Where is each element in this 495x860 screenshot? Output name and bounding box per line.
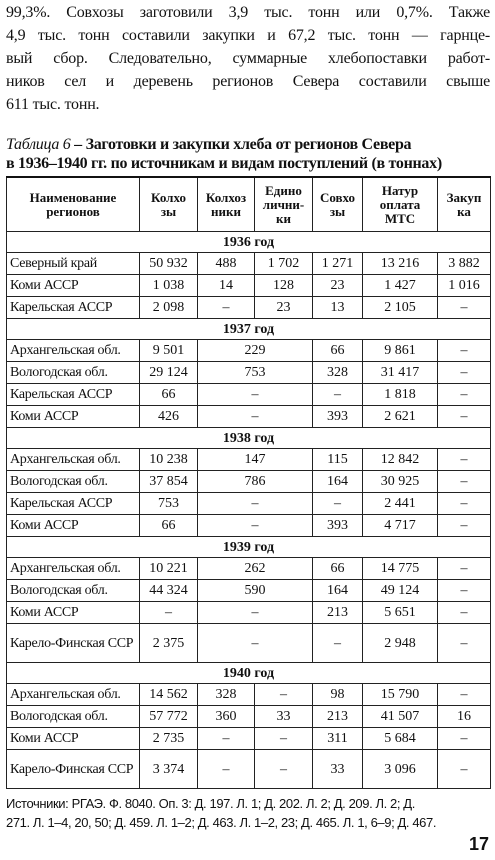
edinolichniki-cell: 33 [255,706,313,728]
zakupka-cell: – [438,362,491,384]
header-kolkhozniki: Колхоз ники [198,177,255,232]
kolkhozy-cell: 1 038 [140,275,198,297]
sources-note [6,794,490,832]
year-label: 1940 год [7,663,491,684]
caption-label: Таблица 6 [6,136,71,153]
kolkhozy-cell: 37 854 [140,471,198,493]
naturoplata-cell: 9 861 [363,340,438,362]
table-row [7,706,491,728]
naturoplata-cell: 30 925 [363,471,438,493]
table-row [7,728,491,750]
year-label: 1937 год [7,319,491,340]
table-row [7,406,491,428]
merged-cell: – [198,384,313,406]
region-name-cell: Вологодская обл. [7,580,140,602]
paragraph-line: 4,9 тыс. тонн составили закупки и 67,2 тыс. тонн — гарнце- [6,27,490,44]
naturoplata-cell: 1 818 [363,384,438,406]
naturoplata-cell: 31 417 [363,362,438,384]
region-name-cell: Вологодская обл. [7,706,140,728]
caption-dash: – [70,136,86,153]
region-name-cell: Коми АССР [7,275,140,297]
region-name-cell: Архангельская обл. [7,684,140,706]
sovkhozy-cell: 164 [313,580,363,602]
kolkhozniki-cell: – [198,297,255,319]
sources-line-2: 271. Л. 1–4, 20, 50; Д. 459. Л. 1–2; Д. 463. Л. 1–2, 23; Д. 465. Л. 1, 6–9; Д. 467. [6,815,437,830]
sovkhozy-cell: 98 [313,684,363,706]
kolkhozy-cell: 2 375 [140,624,198,663]
header-naturoplata: Натур оплата МТС [363,177,438,232]
region-name-cell: Архангельская обл. [7,340,140,362]
kolkhozy-cell: 29 124 [140,362,198,384]
naturoplata-cell: 5 684 [363,728,438,750]
header-region: Наименование регионов [7,177,140,232]
naturoplata-cell: 3 096 [363,750,438,789]
merged-cell: – [198,406,313,428]
zakupka-cell: – [438,580,491,602]
region-name-cell: Карельская АССР [7,493,140,515]
paragraph-line: 611 тыс. тонн. [6,96,100,113]
table-row [7,750,491,789]
sovkhozy-cell: – [313,624,363,663]
kolkhozy-cell: 2 735 [140,728,198,750]
header-zakupka: Закуп ка [438,177,491,232]
merged-cell: – [198,602,313,624]
kolkhozniki-cell: 360 [198,706,255,728]
edinolichniki-cell: – [255,684,313,706]
header-sovkhozy: Совхо зы [313,177,363,232]
zakupka-cell: – [438,558,491,580]
sovkhozy-cell: 1 271 [313,253,363,275]
kolkhozy-cell: 10 238 [140,449,198,471]
zakupka-cell: – [438,493,491,515]
year-row [7,428,491,449]
sovkhozy-cell: 328 [313,362,363,384]
table-row [7,362,491,384]
naturoplata-cell: 12 842 [363,449,438,471]
sovkhozy-cell: 66 [313,558,363,580]
kolkhozy-cell: 426 [140,406,198,428]
table-row [7,471,491,493]
naturoplata-cell: 2 441 [363,493,438,515]
zakupka-cell: – [438,384,491,406]
zakupka-cell: – [438,406,491,428]
sovkhozy-cell: 115 [313,449,363,471]
naturoplata-cell: 2 621 [363,406,438,428]
kolkhozniki-cell: – [198,728,255,750]
region-name-cell: Карельская АССР [7,297,140,319]
kolkhozniki-cell: – [198,750,255,789]
table-row [7,275,491,297]
intro-paragraph [6,0,490,116]
table-row [7,493,491,515]
paragraph-line: вый сбор. Следовательно, суммарные хлебопоставки работ- [6,50,490,67]
kolkhozy-cell: 50 932 [140,253,198,275]
kolkhozy-cell: 66 [140,515,198,537]
table-row [7,297,491,319]
merged-cell: 590 [198,580,313,602]
kolkhozy-cell: 9 501 [140,340,198,362]
kolkhozy-cell: 57 772 [140,706,198,728]
kolkhozy-cell: 10 221 [140,558,198,580]
sovkhozy-cell: 13 [313,297,363,319]
table-body [7,232,491,789]
year-label: 1936 год [7,232,491,253]
zakupka-cell: – [438,340,491,362]
naturoplata-cell: 2 948 [363,624,438,663]
table-row [7,384,491,406]
zakupka-cell: – [438,515,491,537]
kolkhozniki-cell: 488 [198,253,255,275]
edinolichniki-cell: 128 [255,275,313,297]
kolkhozy-cell: 66 [140,384,198,406]
edinolichniki-cell: 23 [255,297,313,319]
sovkhozy-cell: 164 [313,471,363,493]
zakupka-cell: – [438,728,491,750]
table-header-row [7,177,491,232]
zakupka-cell: – [438,471,491,493]
header-kolkhozy: Колхо зы [140,177,198,232]
sovkhozy-cell: 393 [313,515,363,537]
kolkhozy-cell: 753 [140,493,198,515]
year-row [7,537,491,558]
zakupka-cell: – [438,449,491,471]
caption-title-line-2: в 1936–1940 гг. по источникам и видам поступлений (в тоннах) [6,155,442,172]
region-name-cell: Коми АССР [7,515,140,537]
merged-cell: 262 [198,558,313,580]
paragraph-line: ников сел и деревень регионов Севера составили свыше [6,73,490,90]
naturoplata-cell: 2 105 [363,297,438,319]
year-label: 1939 год [7,537,491,558]
region-name-cell: Архангельская обл. [7,558,140,580]
region-name-cell: Коми АССР [7,406,140,428]
table-row [7,624,491,663]
sovkhozy-cell: 213 [313,706,363,728]
region-name-cell: Архангельская обл. [7,449,140,471]
table-caption [6,135,490,173]
edinolichniki-cell: 1 702 [255,253,313,275]
table-row [7,340,491,362]
naturoplata-cell: 13 216 [363,253,438,275]
sovkhozy-cell: 393 [313,406,363,428]
year-row [7,232,491,253]
paragraph-line: 99,3%. Совхозы заготовили 3,9 тыс. тонн или 0,7%. Также [6,4,490,21]
naturoplata-cell: 4 717 [363,515,438,537]
region-name-cell: Вологодская обл. [7,471,140,493]
region-name-cell: Коми АССР [7,728,140,750]
region-name-cell: Северный край [7,253,140,275]
kolkhozy-cell: 44 324 [140,580,198,602]
merged-cell: 229 [198,340,313,362]
sovkhozy-cell: 33 [313,750,363,789]
sovkhozy-cell: 66 [313,340,363,362]
table-row [7,684,491,706]
region-name-cell: Карело-Финская ССР [7,624,140,663]
header-edinolichniki: Едино лични- ки [255,177,313,232]
grain-procurement-table [6,176,491,789]
region-name-cell: Карело-Финская ССР [7,750,140,789]
region-name-cell: Коми АССР [7,602,140,624]
edinolichniki-cell: – [255,750,313,789]
naturoplata-cell: 49 124 [363,580,438,602]
sovkhozy-cell: 213 [313,602,363,624]
book-page [6,0,490,832]
table-row [7,558,491,580]
merged-cell: 786 [198,471,313,493]
kolkhozy-cell: – [140,602,198,624]
kolkhozy-cell: 14 562 [140,684,198,706]
region-name-cell: Карельская АССР [7,384,140,406]
sovkhozy-cell: 23 [313,275,363,297]
zakupka-cell: – [438,602,491,624]
merged-cell: – [198,515,313,537]
year-label: 1938 год [7,428,491,449]
zakupka-cell: 16 [438,706,491,728]
table-row [7,253,491,275]
sovkhozy-cell: – [313,384,363,406]
zakupka-cell: – [438,297,491,319]
kolkhozniki-cell: 14 [198,275,255,297]
sovkhozy-cell: 311 [313,728,363,750]
edinolichniki-cell: – [255,728,313,750]
naturoplata-cell: 5 651 [363,602,438,624]
region-name-cell: Вологодская обл. [7,362,140,384]
naturoplata-cell: 14 775 [363,558,438,580]
kolkhozy-cell: 2 098 [140,297,198,319]
sources-line-1: Источники: РГАЭ. Ф. 8040. Оп. 3: Д. 197. Л. 1; Д. 202. Л. 2; Д. 209. Л. 2; Д. [6,796,415,811]
zakupka-cell: – [438,684,491,706]
naturoplata-cell: 41 507 [363,706,438,728]
naturoplata-cell: 15 790 [363,684,438,706]
page-number: 17 [468,834,489,854]
kolkhozy-cell: 3 374 [140,750,198,789]
kolkhozniki-cell: 328 [198,684,255,706]
year-row [7,319,491,340]
merged-cell: – [198,624,313,663]
zakupka-cell: 3 882 [438,253,491,275]
zakupka-cell: – [438,750,491,789]
table-row [7,580,491,602]
zakupka-cell: 1 016 [438,275,491,297]
merged-cell: 147 [198,449,313,471]
caption-title-line-1: Заготовки и закупки хлеба от регионов Севера [85,136,412,153]
naturoplata-cell: 1 427 [363,275,438,297]
merged-cell: 753 [198,362,313,384]
table-row [7,602,491,624]
table-row [7,515,491,537]
merged-cell: – [198,493,313,515]
year-row [7,663,491,684]
zakupka-cell: – [438,624,491,663]
table-row [7,449,491,471]
sovkhozy-cell: – [313,493,363,515]
